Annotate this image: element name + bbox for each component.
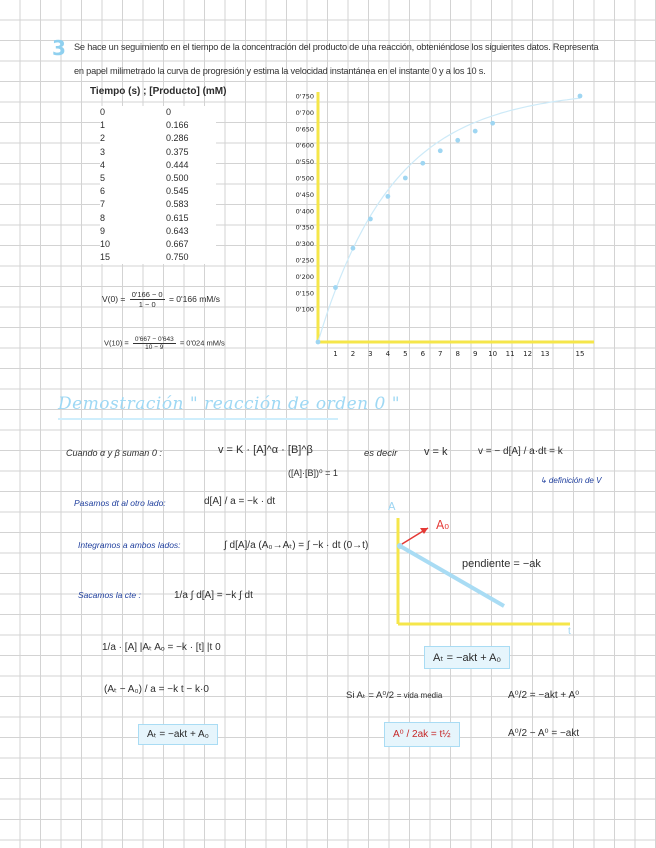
table-row xyxy=(100,159,216,172)
chart-point xyxy=(490,121,495,126)
time-cell: 8 xyxy=(100,212,106,223)
concentration-cell: 0.545 xyxy=(166,186,189,197)
v-definition-note: ↳ definición de V xyxy=(540,476,602,485)
table-row xyxy=(100,146,216,159)
velocity-10 xyxy=(104,336,225,351)
time-cell: 3 xyxy=(100,146,106,157)
v10-fraction xyxy=(133,336,176,351)
title-underline xyxy=(58,418,338,420)
v-definition: v = − d[A] / a·dt = k xyxy=(478,446,563,457)
table-row xyxy=(100,106,216,119)
x-tick-label: 13 xyxy=(540,350,550,358)
graph-t-axis: t xyxy=(568,626,571,637)
table-row xyxy=(100,185,216,198)
chart-point xyxy=(420,161,425,166)
x-tick-label: 10 xyxy=(488,350,498,358)
table-row xyxy=(100,251,216,264)
chart-point xyxy=(385,194,390,199)
time-cell: 15 xyxy=(100,252,111,263)
time-cell: 6 xyxy=(100,186,106,197)
graph-a0-label: A₀ xyxy=(436,518,450,532)
concentration-cell: 0.500 xyxy=(166,173,189,184)
rate-law: v = K · [A]^α · [B]^β xyxy=(218,444,313,456)
half-life-intro: Si Aₜ = xyxy=(346,690,374,701)
step2-label: Integramos a ambos lados: xyxy=(78,540,181,550)
v0-numerator: 0'166 − 0 xyxy=(131,290,163,299)
v0-result: = 0'166 mM/s xyxy=(168,293,220,304)
table-row xyxy=(100,238,216,251)
concentration-cell: 0.750 xyxy=(166,252,189,263)
x-tick-label: 4 xyxy=(385,350,391,358)
graph-line xyxy=(400,546,504,606)
y-tick-label: 0'700 xyxy=(295,108,314,117)
time-cell: 7 xyxy=(100,199,106,210)
chart-point xyxy=(438,148,443,153)
time-cell: 0 xyxy=(100,107,106,117)
y-tick-label: 0'750 xyxy=(295,92,314,101)
time-cell: 1 xyxy=(100,120,106,131)
half-life-box-text: A⁰ / 2ak = t½ xyxy=(393,729,451,740)
concentration-cell: 0.286 xyxy=(166,133,189,144)
cuando-text: Cuando α y β suman 0 : xyxy=(66,448,162,458)
time-cell: 4 xyxy=(100,159,106,170)
x-tick-label: 9 xyxy=(472,350,478,358)
half-life-box xyxy=(384,722,460,747)
half-life-eq1: A⁰/2 = −akt + A⁰ xyxy=(508,690,580,701)
slope-label: pendiente = −ak xyxy=(462,558,541,570)
y-tick-label: 0'400 xyxy=(295,207,314,216)
velocity-0 xyxy=(102,290,220,309)
table-row xyxy=(100,198,216,211)
table-row xyxy=(100,132,216,145)
time-cell: 10 xyxy=(100,239,111,250)
step1-eq: d[A] / a = −k · dt xyxy=(204,496,276,507)
concentration-cell: 0.444 xyxy=(166,159,189,170)
y-tick-label: 0'500 xyxy=(295,174,314,183)
chart-point xyxy=(403,176,408,181)
y-tick-label: 0'650 xyxy=(295,125,314,134)
x-tick-label: 12 xyxy=(523,350,533,358)
half-life-note: = vida media xyxy=(396,691,443,700)
progress-chart xyxy=(280,88,600,368)
y-tick-label: 0'450 xyxy=(295,190,314,199)
table-row xyxy=(100,119,216,132)
rate-law-note: ([A]·[B])⁰ = 1 xyxy=(288,468,338,478)
time-cell: 9 xyxy=(100,225,106,236)
x-tick-label: 7 xyxy=(438,350,443,358)
v10-numerator: 0'667 − 0'643 xyxy=(134,336,174,343)
x-tick-label: 15 xyxy=(575,350,585,358)
chart-point xyxy=(455,138,460,143)
concentration-cell: 0.667 xyxy=(166,239,189,250)
concentration-cell: 0 xyxy=(166,107,172,117)
graph-a-axis: A xyxy=(388,500,396,513)
chart-point xyxy=(473,129,478,134)
y-tick-label: 0'100 xyxy=(295,305,314,314)
chart-point xyxy=(333,285,338,290)
y-tick-label: 0'200 xyxy=(295,272,314,281)
v10-denominator: 10 − 9 xyxy=(145,344,164,351)
y-tick-label: 0'350 xyxy=(295,223,314,232)
problem-statement-line2: en papel milimetrado la curva de progresión y estima la velocidad instantánea en el instante 0 y a los 10 s. xyxy=(74,66,486,76)
v10-label: V(10) = xyxy=(104,338,129,348)
v0-denominator: 1 − 0 xyxy=(138,300,156,309)
step4-eq: 1/a · [A] |Aₜ Aₒ = −k · [t] |t 0 xyxy=(102,642,221,653)
zero-order-graph xyxy=(378,500,588,640)
step2-eq: ∫ d[A]/a (A₀→Aₜ) = ∫ −k · dt (0→t) xyxy=(224,540,369,551)
problem-statement-line1: Se hace un seguimiento en el tiempo de la concentración del producto de una reacción, obteniéndose los siguientes datos. Representa xyxy=(74,42,599,52)
x-tick-label: 6 xyxy=(420,350,426,358)
y-tick-label: 0'550 xyxy=(295,158,314,167)
half-life-prefix xyxy=(346,690,442,701)
x-tick-label: 3 xyxy=(368,350,373,358)
v0-fraction xyxy=(130,290,165,309)
table-row xyxy=(100,212,216,225)
es-decir: es decir xyxy=(364,448,398,459)
x-tick-label: 5 xyxy=(403,350,408,358)
v10-result: = 0'024 mM/s xyxy=(179,338,225,348)
concentration-cell: 0.375 xyxy=(166,146,189,157)
y-tick-label: 0'150 xyxy=(295,289,314,298)
time-cell: 2 xyxy=(100,133,106,144)
v-eq-k: v = k xyxy=(424,446,448,458)
chart-point xyxy=(351,246,356,251)
graph-result-box: Aₜ = −akt + A₀ xyxy=(424,646,510,669)
step3-eq: 1/a ∫ d[A] = −k ∫ dt xyxy=(174,590,253,601)
concentration-cell: 0.615 xyxy=(166,212,189,223)
x-tick-label: 8 xyxy=(455,350,460,358)
step1-label: Pasamos dt al otro lado: xyxy=(74,498,166,508)
problem-number: 3 xyxy=(52,36,66,60)
chart-point xyxy=(578,94,583,99)
section-title: Demostración " reacción de orden 0 " xyxy=(58,394,401,414)
concentration-cell: 0.643 xyxy=(166,225,189,236)
y-tick-label: 0'250 xyxy=(295,256,314,265)
a0-arrowhead xyxy=(420,528,428,534)
step3-label: Sacamos la cte : xyxy=(78,590,141,600)
chart-point xyxy=(316,340,321,345)
table-header: Tiempo (s) ; [Producto] (mM) xyxy=(90,86,227,97)
half-life-fraction: A⁰/2 xyxy=(376,690,395,701)
result-box: Aₜ = −akt + A₀ xyxy=(138,724,218,745)
table-row xyxy=(100,225,216,238)
concentration-cell: 0.166 xyxy=(166,120,189,131)
time-cell: 5 xyxy=(100,173,106,184)
x-tick-label: 11 xyxy=(505,350,515,358)
v0-label: V(0) = xyxy=(102,293,126,304)
x-tick-label: 1 xyxy=(333,350,338,358)
half-life-eq2: A⁰/2 − A⁰ = −akt xyxy=(508,728,580,739)
y-tick-label: 0'600 xyxy=(295,141,314,150)
concentration-cell: 0.583 xyxy=(166,199,189,210)
x-tick-label: 2 xyxy=(350,350,356,358)
table-row xyxy=(100,172,216,185)
step5-eq: (Aₜ − A₀) / a = −k t − k·0 xyxy=(104,684,209,695)
y-tick-label: 0'300 xyxy=(295,240,314,249)
chart-trendline xyxy=(318,98,580,342)
chart-point xyxy=(368,217,373,222)
data-table xyxy=(100,106,216,264)
